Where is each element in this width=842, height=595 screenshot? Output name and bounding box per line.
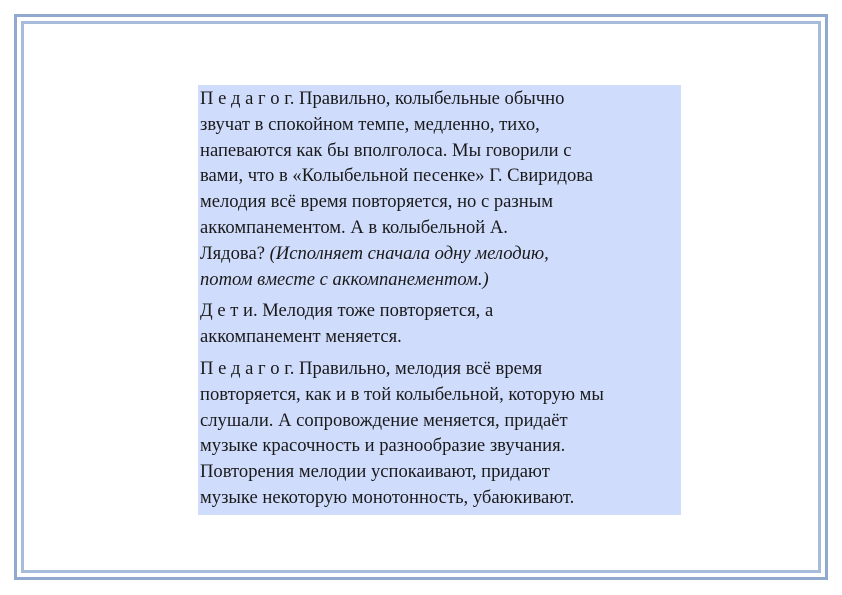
paragraph-text: Правильно, колыбельные обычно звучат в спокойном темпе, медленно, тихо, напеваются как бы вполголоса. Мы говорили с вами, что в «Колыбельной песенке» Г. Свиридова мелодия всё время повторяется, но с разным аккомпанементом. А в колыбельной А. Лядова? [200, 88, 594, 264]
stage-remark: (Исполняет сначала одну мелодию, потом вместе с аккомпанементом.) [200, 242, 549, 290]
speaker-label: Д е т и. [200, 300, 258, 322]
dialogue-paragraph-children [200, 298, 681, 350]
speaker-label: П е д а г о г. [200, 357, 295, 379]
dialogue-paragraph-teacher-1 [200, 86, 681, 292]
paragraph-text: Правильно, мелодия всё время повторяется, как и в той колыбельной, которую мы слушали. А сопровождение меняется, придаёт музыке красочность и разнообразие звучания. Повторения мелодии успокаивают, придают музыке некоторую монотонность, убаюкивают. [200, 357, 604, 508]
dialogue-paragraph-teacher-2 [200, 356, 681, 511]
paragraph-text: Мелодия тоже повторяется, а аккомпанемент меняется. [200, 300, 494, 348]
dialogue-text-block [198, 85, 681, 515]
speaker-label: П е д а г о г. [200, 88, 295, 109]
